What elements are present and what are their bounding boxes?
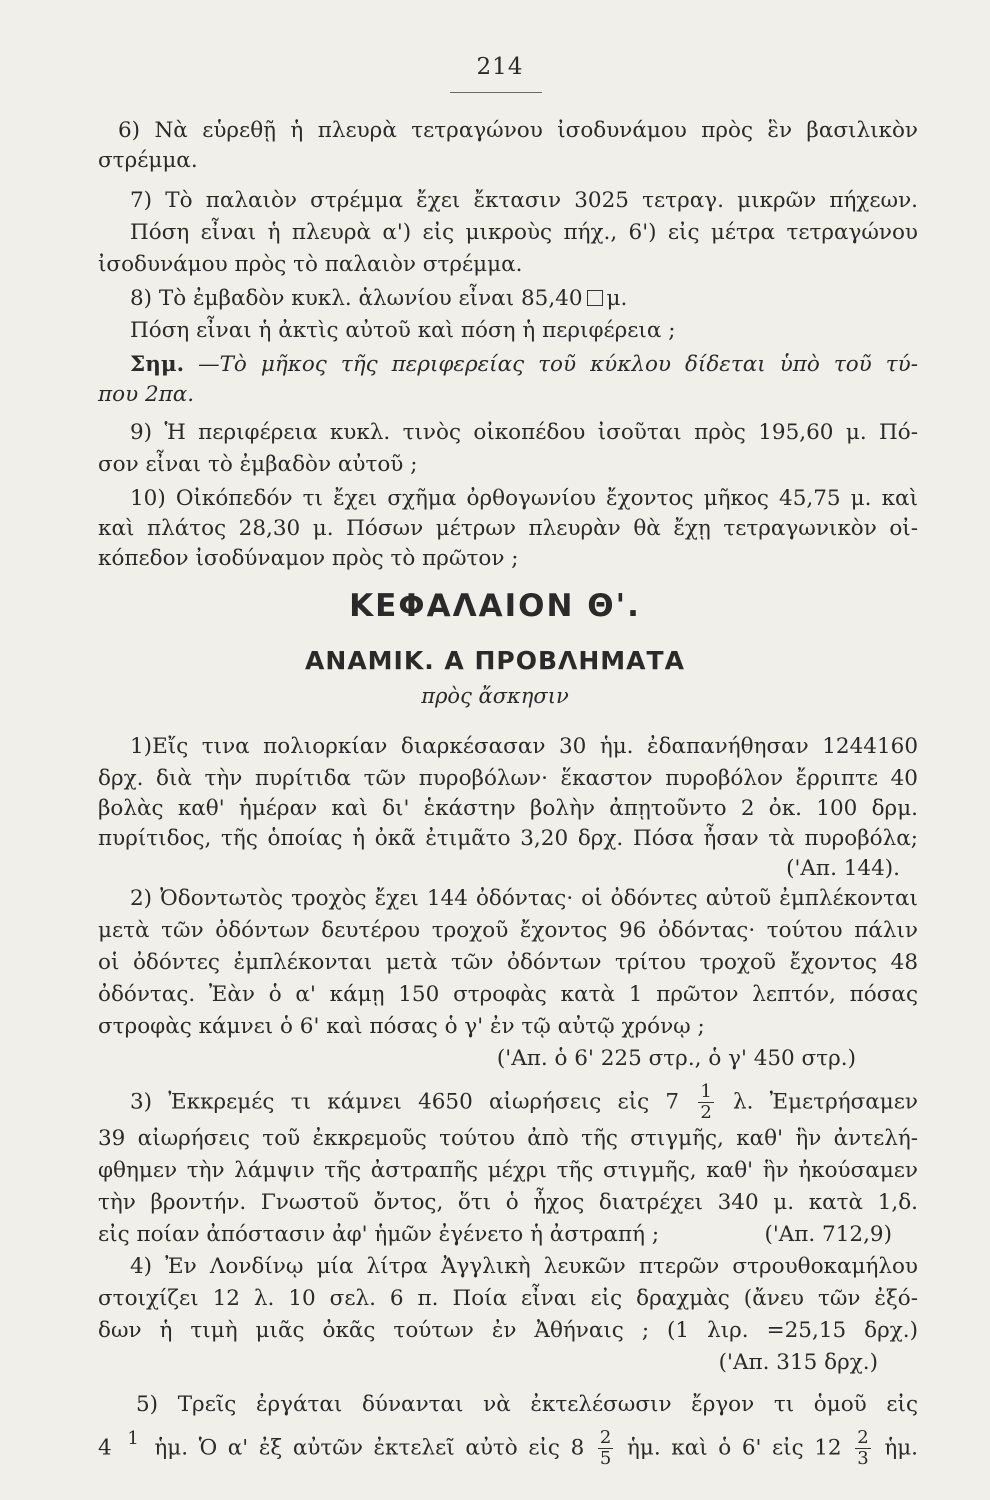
text-line: στοιχίζει 12 λ. 10 σελ. 6 π. Ποία εἶναι εἰς δραχμὰς (ἄνευ τῶν ἐξό- bbox=[98, 1286, 918, 1311]
text-fragment: λ. Ἐμετρήσαμεν bbox=[733, 1089, 918, 1115]
text-fragment: εἰς ποίαν ἀπόστασιν ἀφ' ἡμῶν ἐγένετο ἡ ἀστραπή ; bbox=[98, 1222, 660, 1247]
text-line: 10) Οἰκόπεδόν τι ἔχει σχῆμα ὀρθογωνίου ἔχοντος μῆκος 45,75 μ. καὶ bbox=[130, 486, 918, 511]
text-line: κόπεδον ἰσοδύναμον πρὸς τὸ πρῶτον ; bbox=[98, 546, 519, 571]
text-line: φθημεν τὴν λάμψιν τῆς ἀστραπῆς μέχρι τῆς στιγμῆς, καθ' ἣν ἠκούσαμεν bbox=[98, 1158, 918, 1183]
fraction bbox=[855, 1428, 870, 1469]
text-line: στρέμμα. bbox=[98, 148, 198, 173]
text-line: Πόση εἶναι ἡ ἀκτὶς αὐτοῦ καὶ πόση ἡ περιφέρεια ; bbox=[130, 318, 676, 343]
fraction-denominator: 3 bbox=[857, 1448, 869, 1469]
text-line: 9) Ἡ περιφέρεια κυκλ. τινὸς οἰκοπέδου ἰσοῦται πρὸς 195,60 μ. Πό- bbox=[130, 420, 918, 445]
fraction bbox=[598, 1428, 613, 1469]
note-label: Σημ. bbox=[130, 352, 185, 377]
text-line: δων ἡ τιμὴ μιᾶς ὀκᾶς τούτων ἐν Ἀθήναις ; (1 λιρ. =25,15 δρχ.) bbox=[98, 1318, 918, 1343]
text-line: πυρίτιδος, τῆς ὁποίας ἡ ὀκᾶ ἐτιμᾶτο 3,20 δρχ. Πόσα ἦσαν τὰ πυροβόλα; bbox=[98, 826, 918, 851]
text-fragment: ἡμ. bbox=[884, 1435, 919, 1461]
text-line: 6) Νὰ εὑρεθῇ ἡ πλευρὰ τετραγώνου ἰσοδυνάμου πρὸς ἓν βασιλικὸν bbox=[118, 118, 918, 143]
section-subtitle: πρὸς ἄσκησιν bbox=[421, 684, 569, 708]
text-line: που 2πα. bbox=[98, 382, 195, 407]
text-line bbox=[98, 1428, 918, 1469]
text-fragment: 3) Ἐκκρεμές τι κάμνει 4650 αἰωρήσεις εἰς 7 bbox=[130, 1089, 680, 1115]
page-number-rule bbox=[450, 92, 542, 93]
square-symbol-icon bbox=[587, 290, 603, 306]
section-title: ΑΝΑΜΙΚ. Α ΠΡΟΒΛΗΜΑΤΑ bbox=[305, 646, 685, 675]
text-line: 2) Ὀδοντωτὸς τροχὸς ἔχει 144 ὀδόντας· οἱ ὀδόντες αὐτοῦ ἐμπλέκονται bbox=[130, 886, 918, 911]
text-fragment: μ. bbox=[606, 286, 628, 311]
text-line: καὶ πλάτος 28,30 μ. Πόσων μέτρων πλευρὰν θὰ ἔχῃ τετραγωνικὸν οἰ- bbox=[98, 516, 918, 541]
fraction-numerator: 1 bbox=[700, 1081, 712, 1102]
text-fragment: ἡμ. Ὁ α' ἐξ αὐτῶν ἐκτελεῖ αὐτὸ εἰς 8 bbox=[154, 1435, 585, 1461]
text-line: στροφὰς κάμνει ὁ 6' καὶ πόσας ὁ γ' ἐν τῷ αὐτῷ χρόνῳ ; bbox=[98, 1014, 705, 1039]
text-fragment: ἡμ. καὶ ὁ 6' εἰς 12 bbox=[626, 1435, 842, 1461]
text-line: 39 αἰωρήσεις τοῦ ἐκκρεμοῦς τούτου ἀπὸ τῆς στιγμῆς, καθ' ἣν ἀντελή- bbox=[98, 1126, 918, 1151]
text-line bbox=[98, 1220, 918, 1250]
fraction bbox=[698, 1082, 713, 1123]
text-line: 1)Εἴς τινα πολιορκίαν διαρκέσασαν 30 ἡμ. ἐδαπανήθησαν 1244160 bbox=[130, 734, 918, 759]
text-line bbox=[130, 284, 918, 314]
answer-line: ('Απ. 315 δρχ.) bbox=[718, 1350, 878, 1375]
chapter-title: ΚΕΦΑΛΑΙΟΝ Θ'. bbox=[349, 588, 641, 624]
fraction-numerator: 1 bbox=[127, 1427, 139, 1449]
page-number: 214 bbox=[476, 54, 524, 80]
text-line: δρχ. διὰ τὴν πυρίτιδα τῶν πυροβόλων· ἕκαστον πυροβόλον ἔρριπτε 40 bbox=[98, 766, 918, 791]
fraction-numerator: 2 bbox=[857, 1427, 869, 1448]
note-text: —Τὸ μῆκος τῆς περιφερείας τοῦ κύκλου δίδεται ὑπὸ τοῦ τύ- bbox=[198, 352, 918, 377]
fraction-denominator: 2 bbox=[700, 1102, 712, 1123]
text-line: ὀδόντας. Ἐὰν ὁ α' κάμῃ 150 στροφὰς κατὰ 1 πρῶτον λεπτόν, πόσας bbox=[98, 982, 918, 1007]
text-line: βολὰς καθ' ἡμέραν καὶ δι' ἑκάστην βολὴν ἀπῃτοῦντο 2 ὀκ. 100 δρμ. bbox=[98, 796, 918, 821]
fraction-denominator: 5 bbox=[599, 1448, 612, 1469]
text-line: σον εἶναι τὸ ἐμβαδὸν αὐτοῦ ; bbox=[98, 452, 418, 477]
fraction-numerator: 2 bbox=[599, 1427, 612, 1448]
text-fragment: 4 bbox=[98, 1435, 112, 1461]
text-line: 4) Ἐν Λονδίνῳ μία λίτρα Ἀγγλικὴ λευκῶν πτερῶν στρουθοκαμήλου bbox=[130, 1254, 918, 1279]
note-line bbox=[130, 350, 918, 380]
answer-line: ('Απ. ὁ 6' 225 στρ., ὁ γ' 450 στρ.) bbox=[496, 1046, 856, 1071]
text-line: 5) Τρεῖς ἐργάται δύνανται νὰ ἐκτελέσωσιν ἔργον τι ὁμοῦ εἰς bbox=[136, 1392, 918, 1417]
text-line: μετὰ τῶν ὀδόντων δευτέρου τροχοῦ ἔχοντος 96 ὀδόντας· τούτου πάλιν bbox=[98, 918, 918, 943]
text-line: ἰσοδυνάμου πρὸς τὸ παλαιὸν στρέμμα. bbox=[98, 252, 523, 277]
answer-line: ('Απ. 144). bbox=[786, 856, 900, 881]
text-line: Πόση εἶναι ἡ πλευρὰ α') εἰς μικροὺς πήχ., 6') εἰς μέτρα τετραγώνου bbox=[130, 220, 918, 245]
text-line: οἱ ὀδόντες ἐμπλέκονται μετὰ τῶν ὀδόντων τρίτου τροχοῦ ἔχοντος 48 bbox=[98, 950, 918, 975]
fraction-denominator bbox=[125, 1449, 140, 1469]
fraction bbox=[125, 1429, 140, 1469]
answer-inline: ('Απ. 712,9) bbox=[764, 1222, 892, 1247]
text-line: 7) Τὸ παλαιὸν στρέμμα ἔχει ἔκτασιν 3025 τετραγ. μικρῶν πήχεων. bbox=[130, 188, 918, 213]
text-line bbox=[130, 1082, 918, 1123]
text-fragment: 8) Τὸ ἐμβαδὸν κυκλ. ἁλωνίου εἶναι 85,40 bbox=[130, 286, 583, 311]
text-line: τὴν βροντήν. Γνωστοῦ ὄντος, ὅτι ὁ ἦχος διατρέχει 340 μ. κατὰ 1,δ. bbox=[98, 1190, 918, 1215]
